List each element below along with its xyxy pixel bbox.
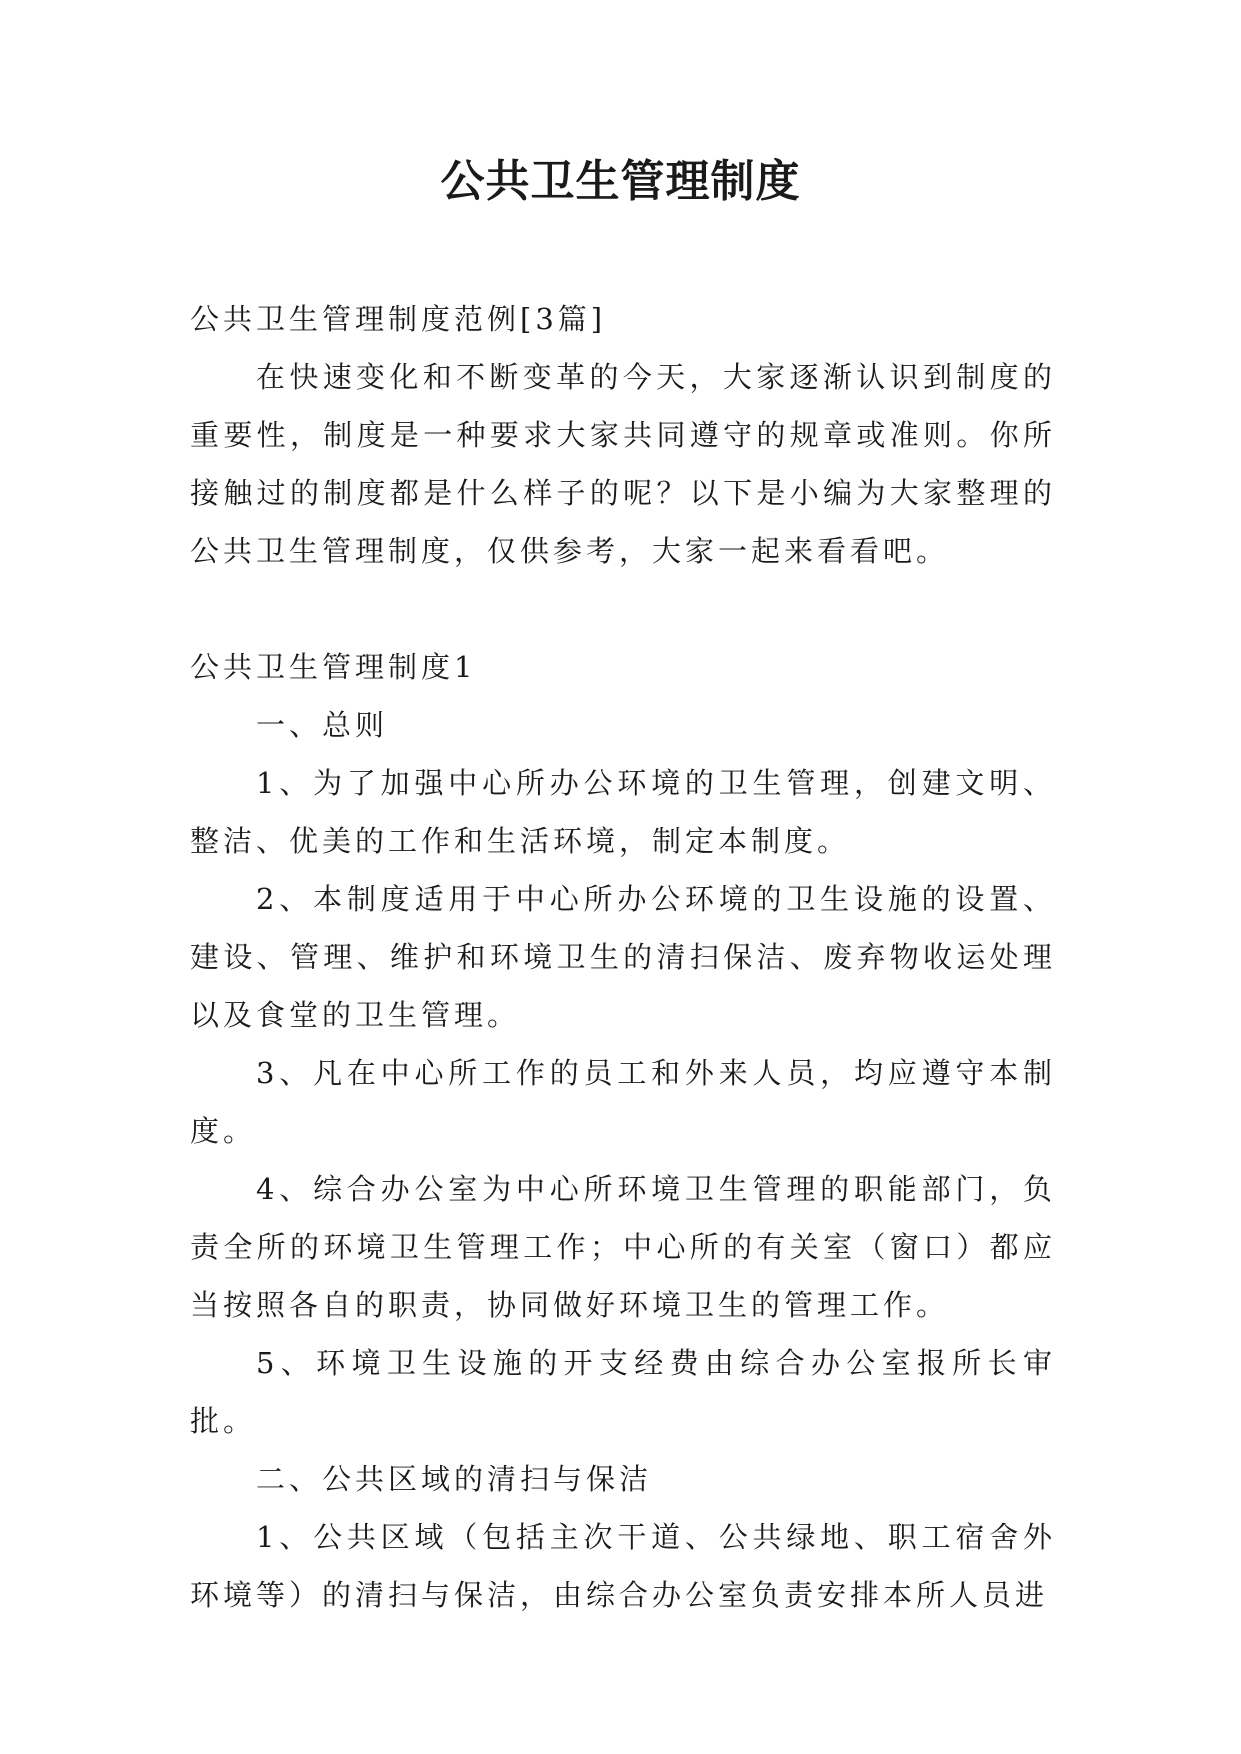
chapter-heading: 二、公共区域的清扫与保洁	[256, 1462, 653, 1496]
clause-paragraph: 2、本制度适用于中心所办公环境的卫生设施的设置、建设、管理、维护和环境卫生的清扫保洁、废弃物收运处理以及食堂的卫生管理。	[190, 882, 1056, 1032]
clause-paragraph: 5、环境卫生设施的开支经费由综合办公室报所长审批。	[190, 1346, 1056, 1438]
document-subtitle: 公共卫生管理制度范例[3篇]	[190, 302, 607, 336]
clause-paragraph: 1、为了加强中心所办公环境的卫生管理，创建文明、整洁、优美的工作和生活环境，制定本制度。	[190, 766, 1056, 858]
intro-paragraph: 在快速变化和不断变革的今天，大家逐渐认识到制度的重要性，制度是一种要求大家共同遵守的规章或准则。你所接触过的制度都是什么样子的呢？以下是小编为大家整理的公共卫生管理制度，仅供参考，大家一起来看看吧。	[190, 360, 1056, 568]
document-title: 公共卫生管理制度	[440, 156, 801, 207]
section-title: 公共卫生管理制度1	[190, 650, 477, 684]
document-body	[190, 290, 1056, 1624]
clause-paragraph: 4、综合办公室为中心所环境卫生管理的职能部门，负责全所的环境卫生管理工作；中心所的有关室（窗口）都应当按照各自的职责，协同做好环境卫生的管理工作。	[190, 1172, 1056, 1322]
chapter-heading: 一、总则	[256, 708, 389, 742]
clause-paragraph: 1、公共区域（包括主次干道、公共绿地、职工宿舍外环境等）的清扫与保洁，由综合办公室负责安排本所人员进	[190, 1520, 1056, 1612]
clause-paragraph: 3、凡在中心所工作的员工和外来人员，均应遵守本制度。	[190, 1056, 1056, 1148]
